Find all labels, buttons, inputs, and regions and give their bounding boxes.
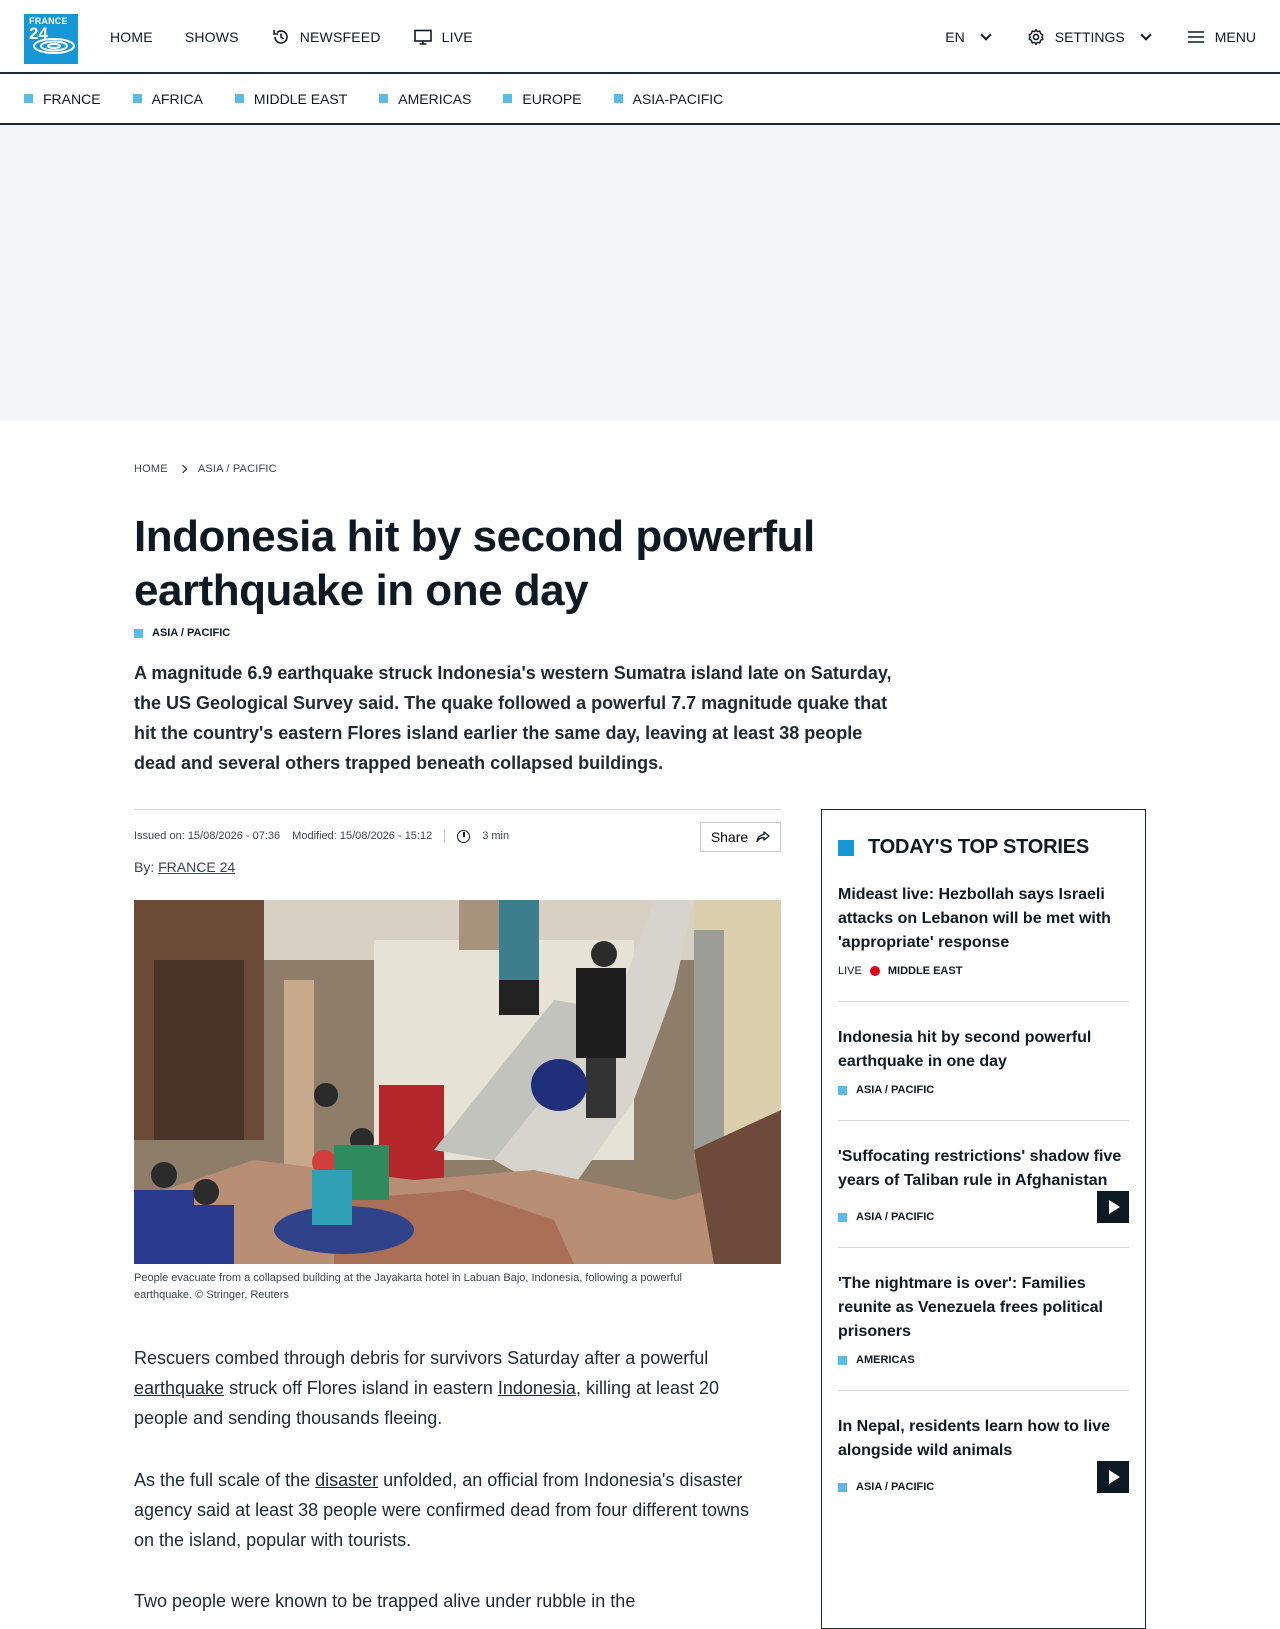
nav-shows[interactable] — [185, 29, 239, 45]
settings-dropdown[interactable] — [1026, 27, 1150, 47]
story-category: ASIA / PACIFIC — [856, 1481, 935, 1493]
nav-shows-label: SHOWS — [184, 29, 239, 45]
menu-button[interactable] — [1186, 27, 1256, 47]
ad-placeholder — [0, 125, 1280, 421]
story-category-tag — [838, 1354, 1129, 1366]
article-title: Indonesia hit by second powerful earthquake in one day — [134, 512, 815, 615]
paragraph-text: unfolded, an official from Indonesia's disaster agency said at least 38 people were confirmed dead from four different towns on the island, popular with tourists. — [134, 1470, 750, 1550]
top-story-item[interactable] — [838, 1248, 1129, 1391]
category-square-icon — [134, 629, 143, 638]
history-icon — [271, 27, 291, 47]
issued-date: Issued on: 15/08/2026 - 07:36 — [134, 830, 281, 842]
language-label: EN — [945, 29, 965, 45]
article-category: ASIA / PACIFIC — [152, 627, 231, 639]
share-label: Share — [710, 829, 749, 845]
region-label: ASIA-PACIFIC — [632, 90, 724, 107]
top-story-item[interactable] — [838, 859, 1129, 1002]
article-meta — [134, 829, 509, 843]
chevron-right-icon — [179, 465, 187, 473]
story-category-tag — [838, 1211, 1129, 1223]
gear-icon — [1026, 27, 1046, 47]
region-label: AFRICA — [151, 90, 203, 107]
category-square-icon — [838, 1356, 847, 1365]
france24-logo[interactable] — [24, 14, 78, 64]
region-nav — [0, 74, 1280, 125]
story-category-tag — [838, 1084, 1129, 1096]
top-story-item[interactable] — [838, 1121, 1129, 1248]
disaster-link[interactable]: disaster — [315, 1470, 379, 1490]
photo-caption: People evacuate from a collapsed building at the Jayakarta hotel in Labuan Bajo, Indonesia, following a powerful earthquake. © Stringer, Reuters — [134, 1272, 682, 1301]
breadcrumb — [134, 463, 277, 475]
region-square-icon — [503, 94, 512, 103]
region-asia-pacific[interactable] — [614, 91, 724, 107]
region-square-icon — [133, 94, 142, 103]
earthquake-scene-image — [134, 900, 781, 1264]
story-category: ASIA / PACIFIC — [856, 1084, 935, 1096]
live-dot-icon — [870, 966, 880, 976]
category-square-icon — [838, 1213, 847, 1222]
region-label: AMERICAS — [398, 90, 472, 107]
heading-square-icon — [838, 840, 854, 856]
story-category-tag — [838, 1481, 1129, 1493]
live-label: LIVE — [838, 965, 862, 977]
read-time: 3 min — [482, 830, 510, 842]
breadcrumb-section[interactable]: ASIA / PACIFIC — [197, 463, 277, 475]
top-header — [0, 0, 1280, 74]
chevron-down-icon — [1140, 29, 1151, 40]
logo-line1: FRANCE — [29, 16, 68, 26]
article-paragraph: Two people were known to be trapped alive under rubble in the — [134, 1591, 636, 1611]
article-photo — [134, 900, 781, 1264]
paragraph-text: struck off Flores island in eastern — [224, 1378, 498, 1398]
region-label: EUROPE — [522, 90, 582, 107]
logo-line2: 24 — [29, 24, 48, 43]
nav-home-label: HOME — [110, 29, 153, 45]
divider — [444, 829, 445, 843]
clock-icon — [457, 830, 470, 843]
story-title[interactable]: Mideast live: Hezbollah says Israeli attacks on Lebanon will be met with 'appropriate' response — [838, 886, 1111, 951]
region-middle-east[interactable] — [235, 91, 347, 107]
header-actions — [945, 0, 1256, 74]
divider — [134, 809, 781, 810]
region-square-icon — [614, 94, 623, 103]
story-title[interactable]: In Nepal, residents learn how to live alongside wild animals — [838, 1418, 1111, 1459]
play-video-icon[interactable] — [1097, 1461, 1129, 1493]
top-stories-sidebar — [821, 809, 1146, 1629]
region-americas[interactable] — [379, 91, 471, 107]
menu-label: MENU — [1214, 29, 1256, 45]
byline — [134, 859, 235, 875]
article-paragraph — [134, 1465, 774, 1555]
region-label: FRANCE — [43, 90, 101, 107]
nav-home[interactable] — [110, 29, 153, 45]
byline-label: By: — [134, 859, 155, 875]
article-lead: A magnitude 6.9 earthquake struck Indonesia's western Sumatra island late on Saturday, the US Geological Survey said. The quake followed a powerful 7.7 magnitude quake that hit the country's eastern Flores island earlier the same day, leaving at least 38 people dead and several others trapped beneath collapsed buildings. — [134, 663, 892, 773]
top-story-item[interactable] — [838, 1002, 1129, 1121]
top-story-item[interactable] — [838, 1391, 1129, 1517]
tv-icon — [413, 27, 433, 47]
author-link[interactable]: FRANCE 24 — [158, 859, 236, 875]
share-button[interactable] — [700, 822, 781, 852]
paragraph-text: Rescuers combed through debris for survivors Saturday after a powerful — [134, 1348, 709, 1368]
region-europe[interactable] — [503, 91, 581, 107]
main-nav — [110, 0, 473, 74]
region-square-icon — [24, 94, 33, 103]
indonesia-link[interactable]: Indonesia — [497, 1378, 576, 1398]
story-live-tag — [838, 965, 1129, 977]
region-label: MIDDLE EAST — [253, 90, 348, 107]
nav-newsfeed-label: NEWSFEED — [299, 29, 381, 45]
story-title[interactable]: 'The nightmare is over': Families reunite as Venezuela frees political prisoners — [838, 1275, 1103, 1340]
category-square-icon — [838, 1483, 847, 1492]
category-square-icon — [838, 1086, 847, 1095]
region-africa[interactable] — [133, 91, 203, 107]
article-paragraph — [134, 1343, 774, 1433]
nav-newsfeed[interactable] — [271, 27, 381, 47]
top-stories-heading — [838, 836, 1129, 859]
story-category: ASIA / PACIFIC — [856, 1211, 935, 1223]
nav-live[interactable] — [413, 27, 473, 47]
paragraph-text: As the full scale of the — [134, 1470, 316, 1490]
region-square-icon — [379, 94, 388, 103]
play-video-icon[interactable] — [1097, 1191, 1129, 1223]
nav-live-label: LIVE — [441, 29, 473, 45]
top-stories-title: TODAY'S TOP STORIES — [868, 836, 1090, 858]
settings-label: SETTINGS — [1054, 29, 1125, 45]
language-selector[interactable] — [945, 29, 989, 45]
paragraph-text: , killing at least 20 people and sending thousands fleeing. — [134, 1378, 720, 1428]
article-category-tag[interactable] — [134, 627, 230, 639]
chevron-down-icon — [980, 29, 991, 40]
share-arrow-icon — [756, 831, 770, 843]
region-square-icon — [235, 94, 244, 103]
story-category: MIDDLE EAST — [887, 965, 963, 977]
earthquake-link[interactable]: earthquake — [134, 1378, 225, 1398]
story-title[interactable]: Indonesia hit by second powerful earthquake in one day — [838, 1029, 1092, 1070]
story-category: AMERICAS — [856, 1354, 915, 1366]
logo-waves-icon — [24, 32, 78, 66]
hamburger-icon — [1186, 27, 1206, 47]
breadcrumb-home[interactable]: HOME — [134, 463, 168, 475]
story-title[interactable]: 'Suffocating restrictions' shadow five years of Taliban rule in Afghanistan — [838, 1148, 1122, 1189]
region-france[interactable] — [24, 91, 101, 107]
modified-date: Modified: 15/08/2026 - 15:12 — [292, 830, 433, 842]
